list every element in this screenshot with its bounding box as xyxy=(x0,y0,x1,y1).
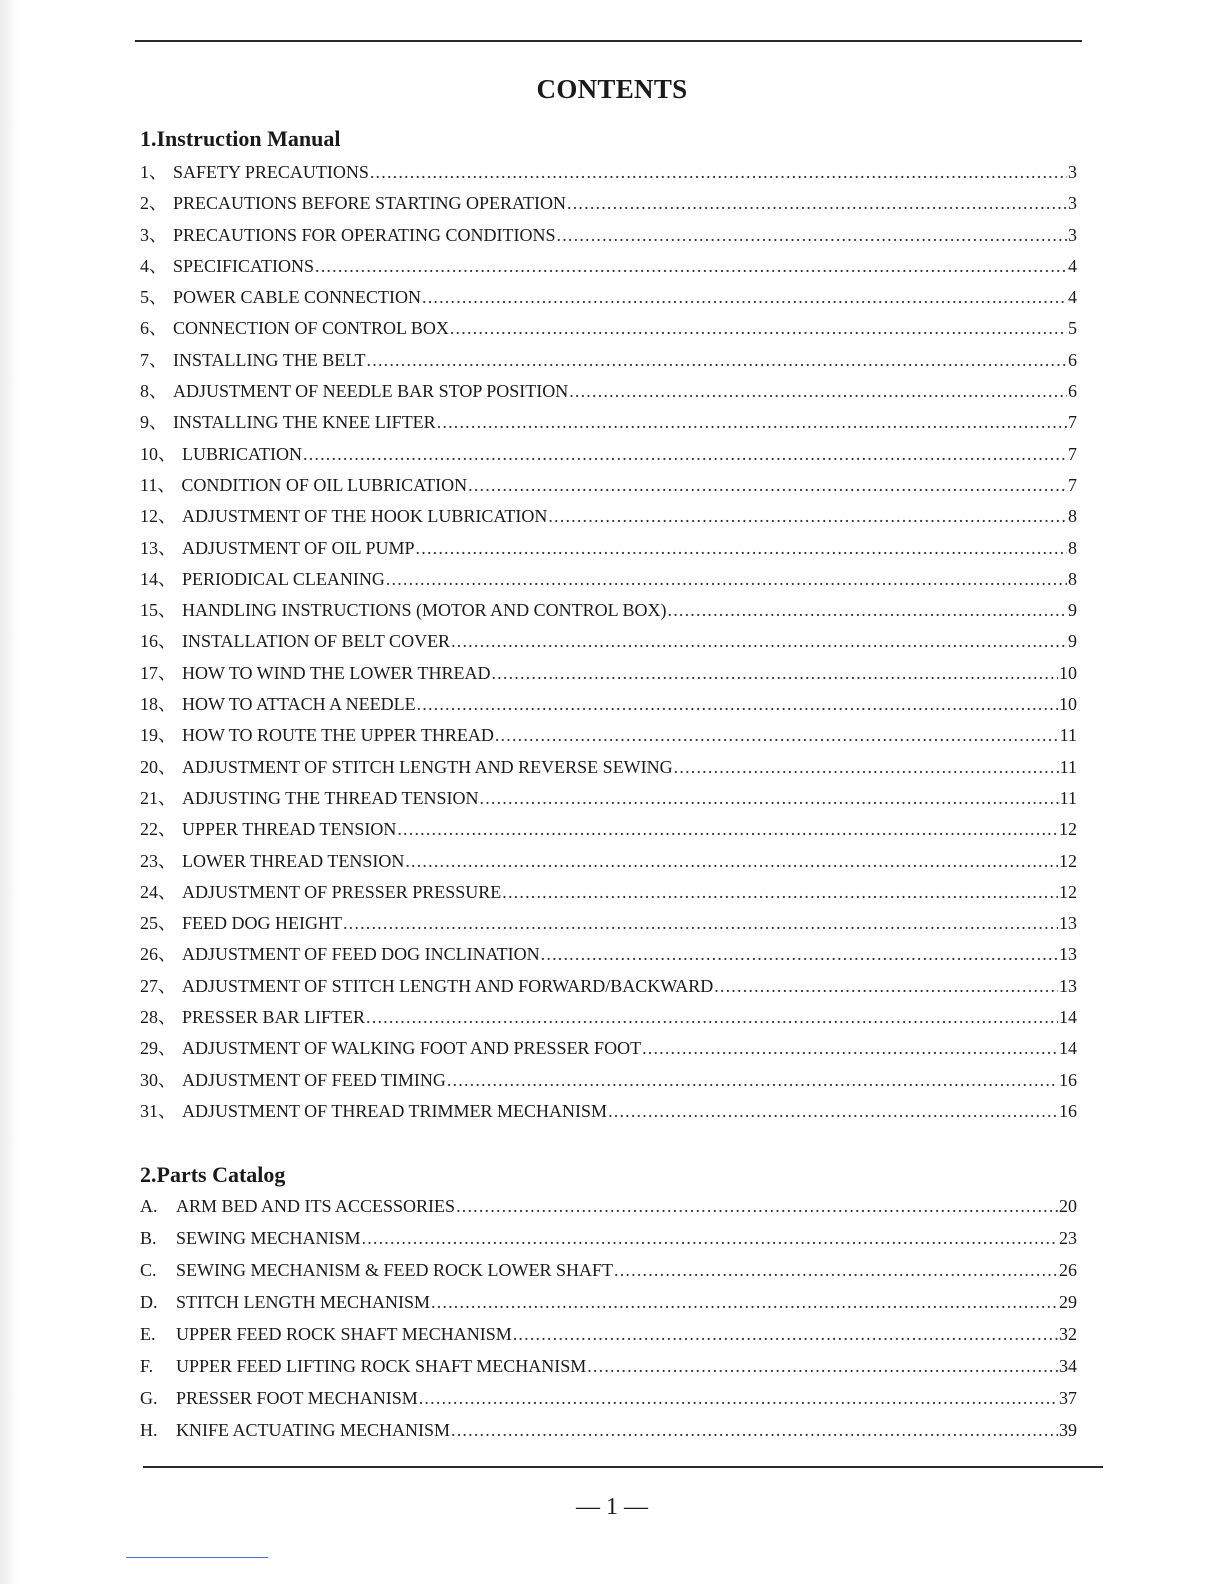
toc-entry-page: 34 xyxy=(1059,1356,1077,1376)
toc-entry-page: 8 xyxy=(1068,568,1077,589)
toc-entry xyxy=(140,752,1077,783)
toc-dot-leader xyxy=(366,1002,1058,1033)
toc-entry xyxy=(140,720,1077,751)
toc-entry-page: 10 xyxy=(1059,694,1077,715)
toc-dot-leader xyxy=(437,407,1067,438)
toc-entry-title: ADJUSTMENT OF FEED TIMING xyxy=(182,1069,446,1090)
toc-entry-number: 1 xyxy=(140,162,149,182)
toc-entry-number: B. xyxy=(140,1228,157,1248)
toc-dot-leader xyxy=(541,939,1058,970)
toc-entry-number: 18 xyxy=(140,694,158,715)
toc-entry-title: LOWER THREAD TENSION xyxy=(182,850,405,871)
toc-entry-separator: 、 xyxy=(158,662,176,683)
toc-entry-title: PERIODICAL CLEANING xyxy=(182,568,385,589)
toc-entry-title: LUBRICATION xyxy=(182,443,302,464)
toc-entry-separator: 、 xyxy=(158,631,176,652)
toc-entry-page: 7 xyxy=(1068,443,1077,464)
scan-mark xyxy=(126,1557,268,1558)
toc-dot-leader xyxy=(557,220,1067,251)
toc-entry xyxy=(140,814,1077,845)
toc-entry xyxy=(140,439,1077,470)
toc-dot-leader xyxy=(303,439,1067,470)
toc-entry xyxy=(140,313,1077,344)
toc-entry-number: A. xyxy=(140,1196,158,1216)
toc-dot-leader xyxy=(362,1222,1059,1253)
toc-dot-leader xyxy=(614,1254,1058,1285)
toc-entry-title: SAFETY PRECAUTIONS xyxy=(173,162,369,182)
toc-entry-number: G. xyxy=(140,1388,158,1408)
toc-entry-title: ARM BED AND ITS ACCESSORIES xyxy=(176,1196,456,1216)
toc-entry-number: 4 xyxy=(140,255,149,276)
toc-entry-number: H. xyxy=(140,1420,158,1440)
toc-entry-number: 20 xyxy=(140,756,158,777)
toc-entry-page: 12 xyxy=(1059,850,1077,871)
toc-entry-page: 3 xyxy=(1068,193,1077,214)
toc-entry xyxy=(140,939,1077,970)
toc-entry xyxy=(140,877,1077,908)
toc-entry-number: 19 xyxy=(140,725,158,746)
toc-entry xyxy=(140,1414,1077,1446)
toc-entry xyxy=(140,376,1077,407)
toc-entry xyxy=(140,157,1077,188)
page-title: CONTENTS xyxy=(536,74,688,104)
toc-entry-number: 9 xyxy=(140,412,149,433)
toc-entry-title: ADJUSTMENT OF STITCH LENGTH AND FORWARD/BACKWARD xyxy=(182,975,714,996)
toc-entry-number: 5 xyxy=(140,287,149,308)
toc-entry xyxy=(140,595,1077,626)
toc-entry-separator: 、 xyxy=(158,756,176,777)
toc-entry-number: 30 xyxy=(140,1069,158,1090)
toc-entry xyxy=(140,1286,1077,1318)
toc-entry-number: 25 xyxy=(140,913,158,934)
toc-entry xyxy=(140,908,1077,939)
toc-entry-separator: 、 xyxy=(158,881,176,902)
toc-dot-leader xyxy=(468,470,1067,501)
toc-entry-separator: 、 xyxy=(158,787,176,808)
toc-entry-page: 7 xyxy=(1068,412,1077,433)
toc-entry-separator: 、 xyxy=(158,537,176,558)
toc-entry-separator: 、 xyxy=(149,193,167,214)
toc-entry-separator: 、 xyxy=(157,474,176,495)
toc-entry-title: STITCH LENGTH MECHANISM xyxy=(176,1292,430,1312)
toc-entry-page: 13 xyxy=(1059,913,1077,934)
toc-entry-page: 37 xyxy=(1059,1388,1077,1408)
toc-entry-separator: 、 xyxy=(158,1038,176,1059)
toc-entry-number: D. xyxy=(140,1292,158,1312)
toc-entry-page: 29 xyxy=(1059,1292,1077,1312)
toc-entry-title: PRECAUTIONS BEFORE STARTING OPERATION xyxy=(173,193,567,214)
toc-entry-page: 13 xyxy=(1059,975,1077,996)
toc-entry-title: INSTALLING THE KNEE LIFTER xyxy=(173,412,436,433)
toc-entry-separator: 、 xyxy=(158,913,176,934)
page-number: — 1 — xyxy=(576,1494,648,1520)
toc-entry-separator: 、 xyxy=(158,694,176,715)
toc-entry-number: 14 xyxy=(140,568,158,589)
toc-entry xyxy=(140,1033,1077,1064)
toc-entry-number: 11 xyxy=(140,474,158,495)
toc-entry-separator: 、 xyxy=(158,944,176,965)
toc-entry-separator: 、 xyxy=(158,506,176,527)
toc-entry-title: ADJUSTMENT OF NEEDLE BAR STOP POSITION xyxy=(173,381,569,402)
toc-entry xyxy=(140,407,1077,438)
toc-entry xyxy=(140,533,1077,564)
toc-dot-leader xyxy=(405,846,1058,877)
toc-entry xyxy=(140,1096,1077,1127)
toc-entry xyxy=(140,220,1077,251)
toc-entry-title: PRECAUTIONS FOR OPERATING CONDITIONS xyxy=(173,224,556,245)
toc-entry-separator: 、 xyxy=(149,349,167,370)
toc-entry-separator: 、 xyxy=(149,224,167,245)
toc-dot-leader xyxy=(668,595,1068,626)
toc-entry-number: 29 xyxy=(140,1038,158,1059)
toc-entry-number: 16 xyxy=(140,631,158,652)
toc-entry-separator: 、 xyxy=(158,975,176,996)
toc-entry-number: 13 xyxy=(140,537,158,558)
toc-entry xyxy=(140,282,1077,313)
toc-entry-title: CONNECTION OF CONTROL BOX xyxy=(173,318,449,339)
toc-entry-number: 8 xyxy=(140,381,149,402)
toc-dot-leader xyxy=(417,689,1058,720)
toc-dot-leader xyxy=(431,1286,1058,1317)
toc-entry-page: 11 xyxy=(1059,725,1077,746)
toc-dot-leader xyxy=(419,1382,1058,1413)
toc-dot-leader xyxy=(397,814,1058,845)
toc-entry-page: 12 xyxy=(1059,819,1077,840)
toc-entry xyxy=(140,971,1077,1002)
toc-entry-page: 4 xyxy=(1068,287,1077,308)
toc-entry-page: 9 xyxy=(1068,631,1077,652)
toc-entry-page: 14 xyxy=(1059,1038,1077,1059)
toc-entry xyxy=(140,188,1077,219)
toc-entry-title: HOW TO ROUTE THE UPPER THREAD xyxy=(182,725,494,746)
toc-dot-leader xyxy=(674,752,1059,783)
toc-dot-leader xyxy=(386,564,1067,595)
toc-list-instruction-manual xyxy=(140,157,1077,1127)
toc-entry-page: 6 xyxy=(1068,349,1077,370)
toc-dot-leader xyxy=(587,1350,1058,1381)
toc-entry-separator: 、 xyxy=(158,1069,176,1090)
toc-entry-page: 10 xyxy=(1059,662,1077,683)
toc-dot-leader xyxy=(569,376,1067,407)
toc-entry-page: 3 xyxy=(1068,224,1077,245)
toc-entry xyxy=(140,783,1077,814)
toc-entry-title: SPECIFICATIONS xyxy=(173,255,315,276)
toc-entry-page: 6 xyxy=(1068,381,1077,402)
toc-entry-title: CONDITION OF OIL LUBRICATION xyxy=(181,474,468,495)
toc-entry-title: ADJUSTMENT OF WALKING FOOT AND PRESSER FOOT xyxy=(182,1038,642,1059)
toc-entry-page: 12 xyxy=(1059,881,1077,902)
toc-entry-title: ADJUSTMENT OF PRESSER PRESSURE xyxy=(182,881,502,902)
toc-entry-number: 12 xyxy=(140,506,158,527)
toc-entry xyxy=(140,658,1077,689)
toc-entry-number: 24 xyxy=(140,881,158,902)
toc-entry-page: 3 xyxy=(1068,162,1077,182)
toc-entry xyxy=(140,1222,1077,1254)
toc-entry-title: INSTALLATION OF BELT COVER xyxy=(182,631,451,652)
toc-dot-leader xyxy=(422,282,1067,313)
toc-entry-separator: 、 xyxy=(149,287,167,308)
toc-entry-number: 23 xyxy=(140,850,158,871)
toc-entry xyxy=(140,345,1077,376)
toc-dot-leader xyxy=(567,188,1067,219)
toc-entry-separator: 、 xyxy=(158,443,176,464)
toc-dot-leader xyxy=(642,1033,1058,1064)
toc-entry-page: 16 xyxy=(1059,1100,1077,1121)
toc-entry-page: 20 xyxy=(1059,1196,1077,1216)
toc-entry-title: KNIFE ACTUATING MECHANISM xyxy=(176,1420,451,1440)
toc-entry-page: 32 xyxy=(1059,1324,1077,1344)
toc-dot-leader xyxy=(480,783,1059,814)
toc-entry-page: 14 xyxy=(1059,1007,1077,1028)
toc-entry-separator: 、 xyxy=(158,1007,176,1028)
toc-entry-title: SEWING MECHANISM xyxy=(176,1228,361,1248)
toc-entry-number: 15 xyxy=(140,600,158,621)
toc-entry-title: UPPER THREAD TENSION xyxy=(182,819,397,840)
scan-edge-shadow xyxy=(0,0,18,1584)
toc-entry xyxy=(140,251,1077,282)
toc-entry-page: 39 xyxy=(1059,1420,1077,1440)
toc-entry-title: ADJUSTMENT OF THE HOOK LUBRICATION xyxy=(182,506,548,527)
toc-entry xyxy=(140,1065,1077,1096)
toc-entry-title: PRESSER FOOT MECHANISM xyxy=(176,1388,418,1408)
toc-dot-leader xyxy=(343,908,1058,939)
toc-dot-leader xyxy=(416,533,1067,564)
toc-dot-leader xyxy=(495,720,1059,751)
toc-dot-leader xyxy=(548,501,1067,532)
toc-entry-separator: 、 xyxy=(149,255,167,276)
toc-entry-separator: 、 xyxy=(158,725,176,746)
toc-entry-separator: 、 xyxy=(158,600,176,621)
toc-entry-page: 13 xyxy=(1059,944,1077,965)
toc-entry-number: 31 xyxy=(140,1100,158,1121)
toc-entry-page: 11 xyxy=(1059,787,1077,808)
toc-entry-number: 2 xyxy=(140,193,149,214)
toc-entry-title: ADJUSTMENT OF OIL PUMP xyxy=(182,537,415,558)
toc-entry xyxy=(140,1350,1077,1382)
toc-entry-number: 26 xyxy=(140,944,158,965)
toc-entry-number: 27 xyxy=(140,975,158,996)
toc-list-parts-catalog xyxy=(140,1190,1077,1446)
toc-entry-title: ADJUSTMENT OF FEED DOG INCLINATION xyxy=(182,944,540,965)
section-heading-instruction-manual: 1.Instruction Manual xyxy=(140,126,341,151)
toc-entry-separator: 、 xyxy=(158,568,176,589)
toc-entry xyxy=(140,626,1077,657)
toc-entry-number: 10 xyxy=(140,443,158,464)
toc-entry-page: 26 xyxy=(1059,1260,1077,1280)
toc-entry xyxy=(140,1002,1077,1033)
toc-entry-page: 4 xyxy=(1068,255,1077,276)
toc-entry-page: 7 xyxy=(1068,474,1077,495)
toc-entry-page: 8 xyxy=(1068,537,1077,558)
section-heading-parts-catalog: 2.Parts Catalog xyxy=(140,1162,286,1187)
toc-entry xyxy=(140,1382,1077,1414)
toc-dot-leader xyxy=(608,1096,1058,1127)
toc-entry-number: 7 xyxy=(140,349,149,370)
toc-entry-number: C. xyxy=(140,1260,157,1280)
toc-entry-page: 11 xyxy=(1059,756,1077,777)
toc-entry xyxy=(140,1318,1077,1350)
toc-entry-title: INSTALLING THE BELT xyxy=(173,349,366,370)
bottom-rule xyxy=(143,1466,1103,1468)
toc-entry-number: 17 xyxy=(140,662,158,683)
toc-dot-leader xyxy=(502,877,1058,908)
toc-dot-leader xyxy=(447,1065,1058,1096)
toc-dot-leader xyxy=(714,971,1058,1002)
toc-entry xyxy=(140,1190,1077,1222)
toc-entry-separator: 、 xyxy=(158,819,176,840)
toc-entry-number: 22 xyxy=(140,819,158,840)
toc-entry-number: 28 xyxy=(140,1007,158,1028)
toc-entry xyxy=(140,689,1077,720)
toc-entry xyxy=(140,470,1077,501)
toc-entry xyxy=(140,1254,1077,1286)
toc-entry-separator: 、 xyxy=(158,850,176,871)
toc-entry-separator: 、 xyxy=(158,1100,176,1121)
toc-entry-title: FEED DOG HEIGHT xyxy=(182,913,342,934)
toc-entry-page: 5 xyxy=(1068,318,1077,339)
toc-entry-number: E. xyxy=(140,1324,156,1344)
toc-entry-number: F. xyxy=(140,1356,154,1376)
toc-dot-leader xyxy=(451,1414,1058,1445)
toc-dot-leader xyxy=(456,1190,1058,1221)
top-rule xyxy=(135,40,1082,42)
toc-entry-title: ADJUSTING THE THREAD TENSION xyxy=(182,787,479,808)
toc-entry-title: HOW TO ATTACH A NEEDLE xyxy=(182,694,416,715)
toc-dot-leader xyxy=(367,345,1067,376)
toc-entry-number: 3 xyxy=(140,224,149,245)
toc-entry-title: POWER CABLE CONNECTION xyxy=(173,287,421,308)
toc-entry-title: ADJUSTMENT OF STITCH LENGTH AND REVERSE SEWING xyxy=(182,756,673,777)
toc-entry-separator: 、 xyxy=(149,162,167,182)
toc-entry-title: PRESSER BAR LIFTER xyxy=(182,1007,366,1028)
toc-dot-leader xyxy=(315,251,1067,282)
toc-entry-title: UPPER FEED LIFTING ROCK SHAFT MECHANISM xyxy=(176,1356,587,1376)
toc-entry-title: UPPER FEED ROCK SHAFT MECHANISM xyxy=(176,1324,512,1344)
toc-entry-title: HOW TO WIND THE LOWER THREAD xyxy=(182,662,491,683)
toc-entry-number: 21 xyxy=(140,787,158,808)
toc-entry-separator: 、 xyxy=(149,381,167,402)
toc-entry-separator: 、 xyxy=(149,318,167,339)
toc-dot-leader xyxy=(513,1318,1058,1349)
toc-entry-page: 16 xyxy=(1059,1069,1077,1090)
toc-entry-title: ADJUSTMENT OF THREAD TRIMMER MECHANISM xyxy=(182,1100,608,1121)
toc-entry-page: 23 xyxy=(1059,1228,1077,1248)
toc-entry xyxy=(140,846,1077,877)
toc-entry xyxy=(140,564,1077,595)
toc-entry-page: 9 xyxy=(1068,600,1077,621)
toc-entry-separator: 、 xyxy=(149,412,167,433)
toc-entry-title: SEWING MECHANISM & FEED ROCK LOWER SHAFT xyxy=(176,1260,614,1280)
toc-entry-title: HANDLING INSTRUCTIONS (MOTOR AND CONTROL BOX) xyxy=(182,600,667,621)
toc-entry-number: 6 xyxy=(140,318,149,339)
toc-dot-leader xyxy=(491,658,1058,689)
toc-entry-page: 8 xyxy=(1068,506,1077,527)
toc-dot-leader xyxy=(451,626,1067,657)
toc-entry xyxy=(140,501,1077,532)
toc-dot-leader xyxy=(450,313,1067,344)
toc-dot-leader xyxy=(370,157,1067,188)
